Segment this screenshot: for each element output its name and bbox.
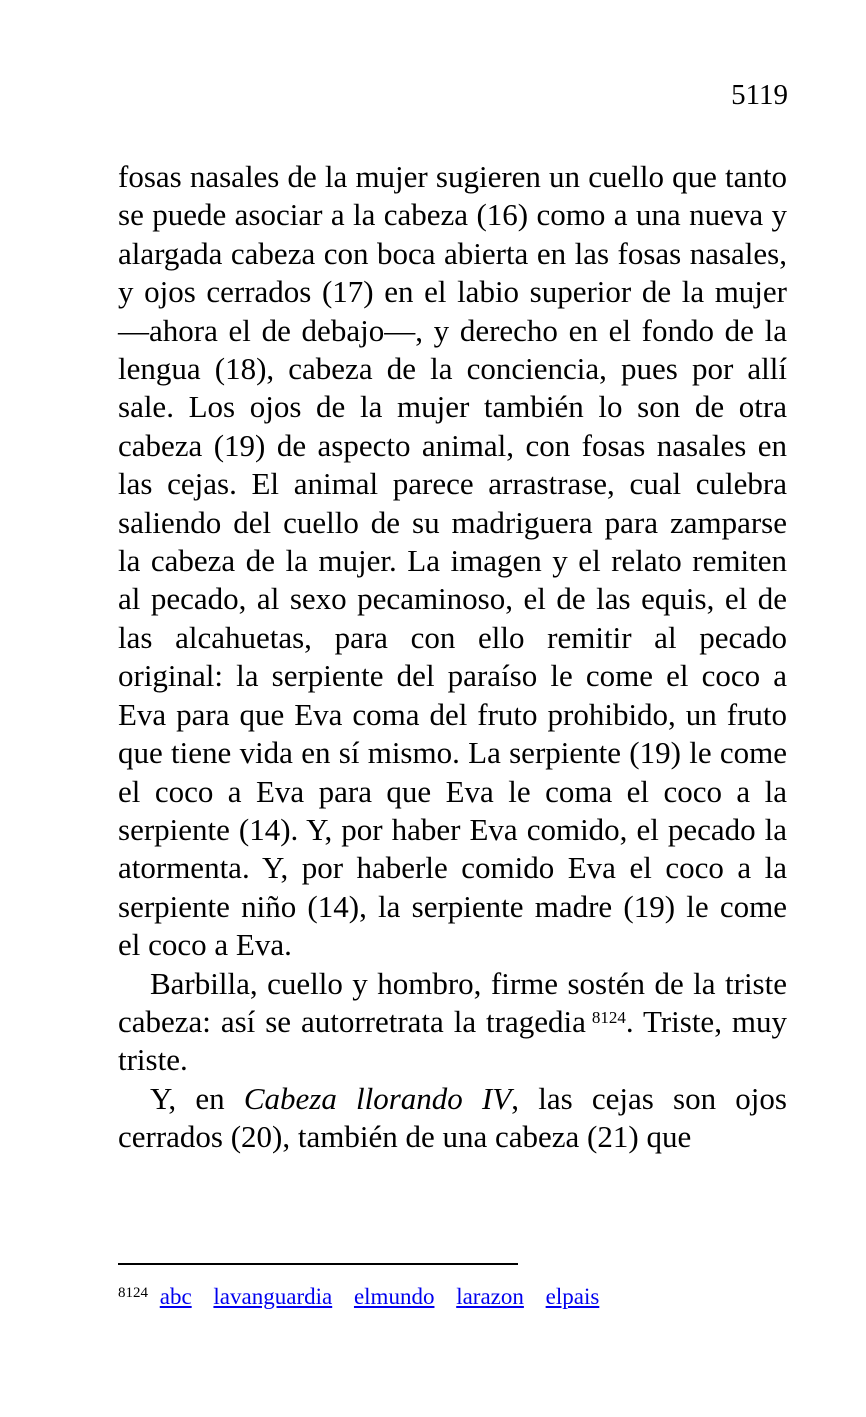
paragraph-3-rest: , las cejas son ojos cerrados (20), también de una cabeza (21) que: [118, 1080, 787, 1155]
paragraph-1: fosas nasales de la mujer sugieren un cuello que tanto se puede asociar a la cabeza (16) como a una nueva y alargada cabeza con boca abierta en las fosas nasales, y ojos cerrados (17) en el labio superior de la mujer —ahora el de debajo—, y derecho en el fondo de la lengua (18), cabeza de la conciencia, pues por allí sale. Los ojos de la mujer también lo son de otra cabeza (19) de aspecto animal, con fosas nasales en las cejas. El animal parece arrastrase, cual culebra saliendo del cuello de su madriguera para zamparse la cabeza de la mujer. La imagen y el relato remiten al pecado, al sexo pecaminoso, el de las equis, el de las alcahuetas, para con ello remitir al pecado original: la serpiente del paraíso le come el coco a Eva para que Eva coma del fruto prohibido, un fruto que tiene vida en sí mismo. La serpiente (19) le come el coco a Eva para que Eva le coma el coco a la serpiente (14). Y, por haber Eva comido, el pecado la atormenta. Y, por haberle comido Eva el coco a la serpiente niño (14), la serpiente madre (19) le come el coco a Eva.: [118, 159, 787, 963]
footnote-number: 8124: [118, 1285, 148, 1301]
footnote-link-abc[interactable]: abc: [159, 1284, 192, 1309]
footnote-link-elpais[interactable]: elpais: [545, 1284, 600, 1309]
paragraph-2-tail: . Triste, muy triste.: [118, 1003, 787, 1078]
paragraph-3-start: Y, en: [150, 1080, 244, 1116]
footnote: [118, 1282, 615, 1312]
footnote-divider: [118, 1263, 518, 1265]
footnote-link-larazon[interactable]: larazon: [456, 1284, 524, 1309]
artwork-title: Cabeza llorando IV: [243, 1080, 512, 1116]
footnote-link-lavanguardia[interactable]: lavanguardia: [213, 1284, 333, 1309]
footnote-link-elmundo[interactable]: elmundo: [353, 1284, 435, 1309]
paragraph-3: [118, 1080, 787, 1157]
footnote-reference[interactable]: 8124: [591, 1007, 626, 1027]
paragraph-2-text: Barbilla, cuello y hombro, firme sostén de la triste cabeza: así se autorretrata la tragedia: [118, 965, 787, 1039]
body-text: [118, 158, 787, 1157]
page-number: 5119: [731, 79, 788, 111]
paragraph-2: [118, 965, 787, 1080]
